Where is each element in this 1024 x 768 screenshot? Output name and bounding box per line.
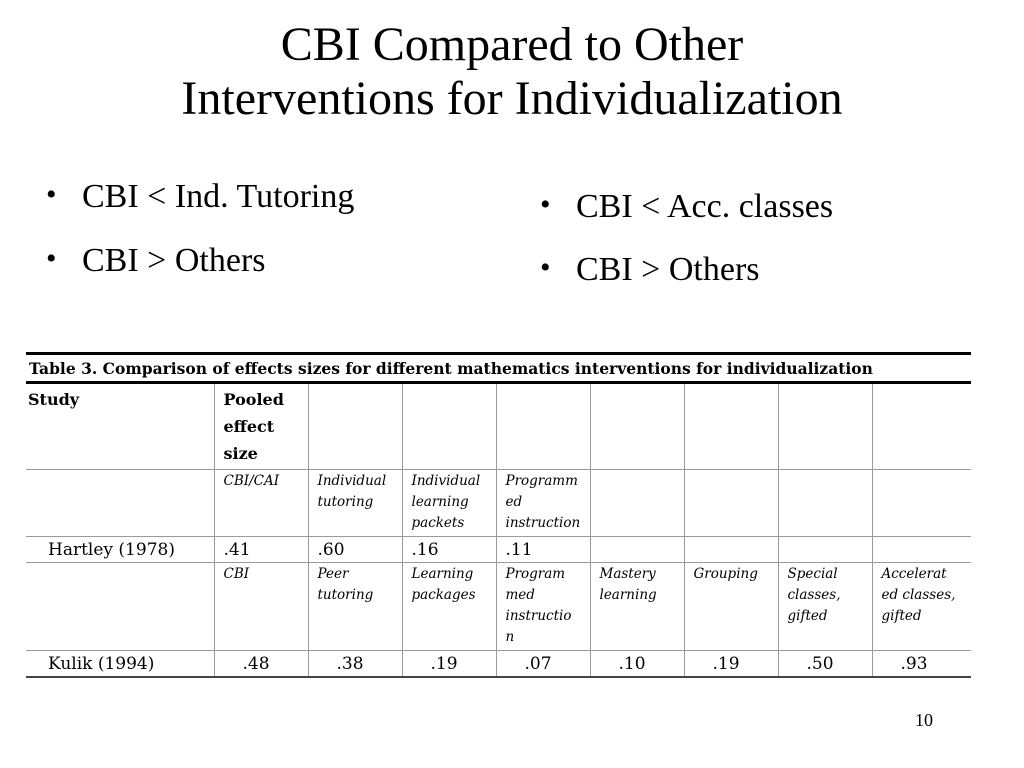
hartley-value-row: [26, 537, 971, 563]
table-cell: [496, 383, 590, 470]
table-cell: [684, 383, 778, 470]
header-pooled-line: effect: [223, 417, 275, 436]
table-cell: [778, 537, 872, 563]
header-pooled-line: size: [223, 444, 258, 463]
intervention-label: CBI: [214, 563, 308, 651]
table-cell: [590, 470, 684, 537]
title-line-2: Interventions for Individualization: [181, 71, 843, 125]
intervention-label: Grouping: [684, 563, 778, 651]
table-cell: [872, 537, 971, 563]
effect-size-value: .16: [402, 537, 496, 563]
table-caption-row: [26, 354, 971, 383]
intervention-label: CBI/CAI: [214, 470, 308, 537]
effect-size-table: [26, 352, 971, 678]
intervention-label: Mastery learning: [590, 563, 684, 651]
table-cell: [590, 383, 684, 470]
title-line-1: CBI Compared to Other: [280, 18, 744, 71]
table-cell: [590, 537, 684, 563]
kulik-value-row: [26, 651, 971, 678]
effect-size-value: .60: [308, 537, 402, 563]
bullet-item: • CBI > Others: [540, 253, 833, 287]
intervention-label: Individual learning packets: [402, 470, 496, 537]
table-cell: [402, 383, 496, 470]
intervention-label: Accelerat ed classes, gifted: [872, 563, 971, 651]
study-name: Kulik (1994): [26, 651, 214, 678]
effect-size-value: .38: [308, 651, 402, 678]
table-cell: [872, 383, 971, 470]
effect-size-value: .19: [402, 651, 496, 678]
intervention-label: Programm ed instruction: [496, 470, 590, 537]
kulik-label-row: [26, 563, 971, 651]
intervention-label: Program med instructio n: [496, 563, 590, 651]
left-bullet-list: [46, 180, 354, 308]
table-cell: [684, 470, 778, 537]
page-number: 10: [915, 710, 933, 730]
header-pooled-line: Pooled: [223, 390, 284, 409]
table-cell: [26, 563, 214, 651]
table-cell: [26, 470, 214, 537]
effect-size-table-image: [26, 352, 971, 678]
effect-size-value: .41: [214, 537, 308, 563]
bullet-item: • CBI < Acc. classes: [540, 190, 833, 224]
slide-title: [40, 18, 984, 126]
table-header-row: [26, 383, 971, 470]
effect-size-value: .48: [214, 651, 308, 678]
effect-size-value: .93: [872, 651, 971, 678]
table-cell: [778, 470, 872, 537]
effect-size-value: .10: [590, 651, 684, 678]
table-cell: [778, 383, 872, 470]
table-cell: [308, 383, 402, 470]
intervention-label: Individual tutoring: [308, 470, 402, 537]
table-caption: Table 3. Comparison of effects sizes for different mathematics interventions for individualization: [26, 354, 971, 383]
intervention-label: Learning packages: [402, 563, 496, 651]
intervention-label: Special classes, gifted: [778, 563, 872, 651]
table-cell: [684, 537, 778, 563]
intervention-label: Peer tutoring: [308, 563, 402, 651]
right-bullet-list: [540, 190, 833, 316]
table-cell: [872, 470, 971, 537]
header-pooled-effect-size: [214, 383, 308, 470]
effect-size-value: .19: [684, 651, 778, 678]
hartley-label-row: [26, 470, 971, 537]
study-name: Hartley (1978): [26, 537, 214, 563]
effect-size-value: .11: [496, 537, 590, 563]
bullet-item: • CBI < Ind. Tutoring: [46, 180, 354, 214]
effect-size-value: .50: [778, 651, 872, 678]
header-study: Study: [26, 383, 214, 470]
effect-size-value: .07: [496, 651, 590, 678]
bullet-item: • CBI > Others: [46, 244, 354, 278]
